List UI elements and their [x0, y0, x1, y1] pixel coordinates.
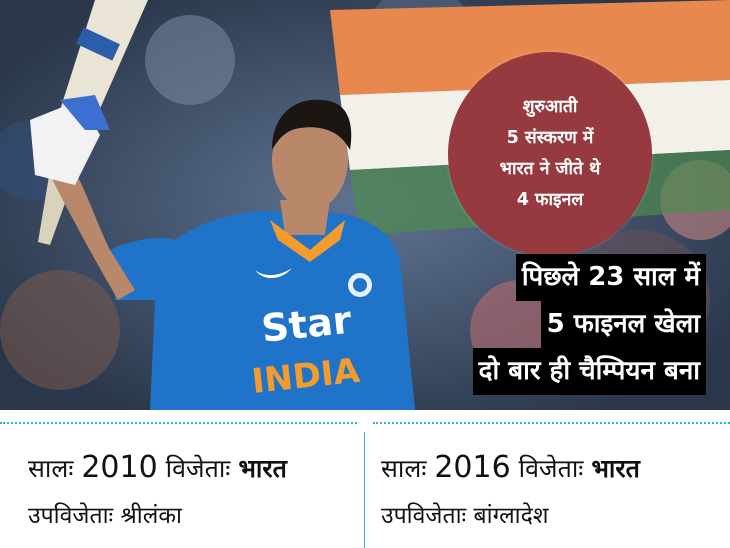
runner-value: बांग्लादेश [473, 503, 549, 529]
stat-badge-text [460, 92, 640, 216]
final-2016-panel [365, 410, 730, 548]
headline [346, 254, 706, 395]
badge-line: 5 संस्करण में [506, 128, 594, 148]
year-label: सालः [381, 454, 427, 483]
winner-value: भारत [591, 454, 640, 483]
runner-value: श्रीलंका [120, 503, 182, 529]
badge-line: 4 फाइनल [516, 190, 584, 210]
final-runner-up [28, 498, 182, 530]
headline-line: 5 फाइनल खेला [541, 301, 706, 348]
jersey-sponsor: Star [259, 297, 354, 351]
dotted-rule [373, 422, 730, 424]
year-value: 2016 [434, 450, 511, 485]
badge-line: भारत ने जीते थे [499, 159, 601, 179]
winner-label: विजेताः [518, 454, 584, 483]
winner-value: भारत [238, 454, 287, 483]
final-2010-panel [0, 410, 365, 548]
final-year-winner [28, 450, 287, 485]
runner-label: उपविजेताः [381, 503, 467, 529]
dotted-rule [0, 422, 357, 424]
badge-line: शुरुआती [522, 97, 578, 117]
winner-label: विजेताः [165, 454, 231, 483]
final-runner-up [381, 498, 548, 530]
year-label: सालः [28, 454, 74, 483]
year-value: 2010 [81, 450, 158, 485]
runner-label: उपविजेताः [28, 503, 114, 529]
stat-badge [448, 52, 652, 256]
headline-line: पिछले 23 साल में [516, 254, 706, 301]
jersey-team: INDIA [249, 350, 362, 402]
final-year-winner [381, 450, 640, 485]
headline-line: दो बार ही चैम्पियन बना [473, 348, 706, 395]
